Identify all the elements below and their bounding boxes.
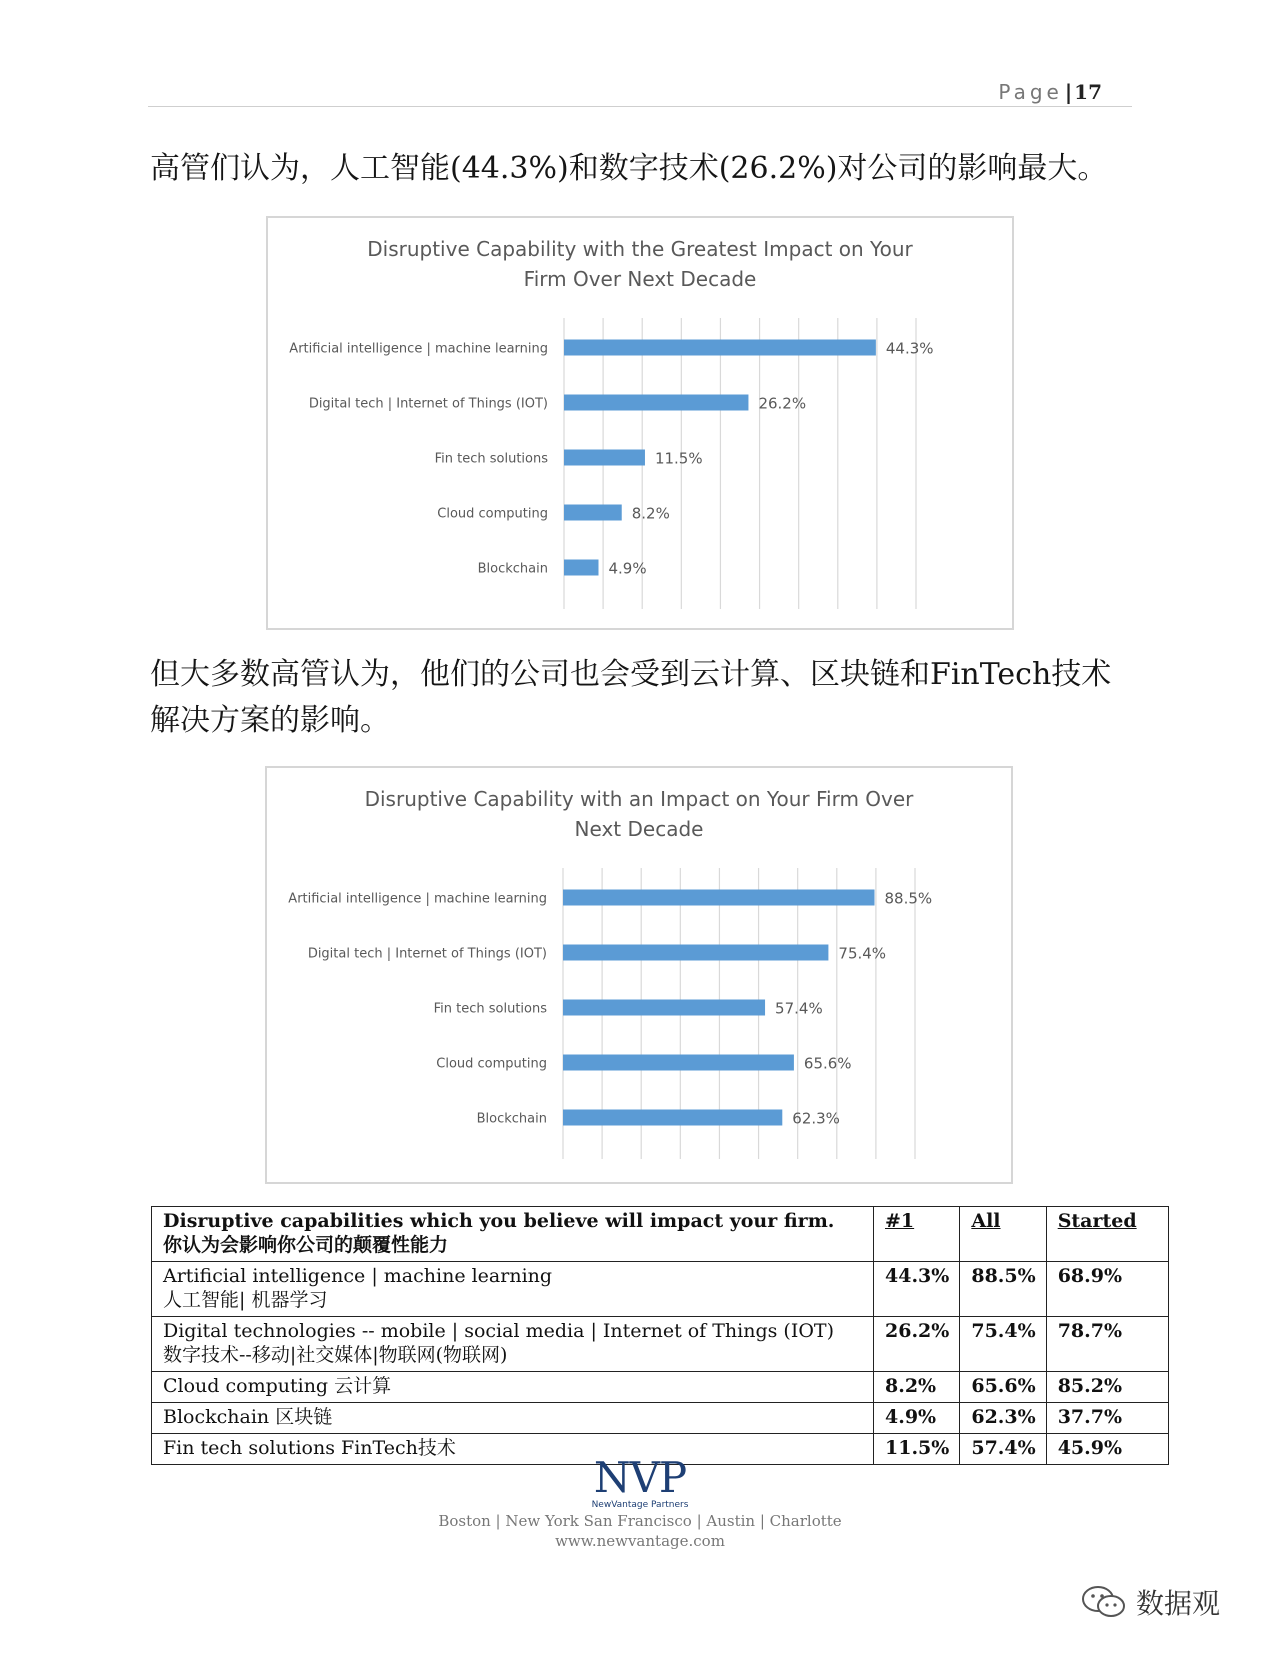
cell-all: 62.3% (960, 1403, 1046, 1434)
watermark-text: 数据观 (1136, 1587, 1221, 1620)
table-row (152, 1403, 1169, 1434)
website-link[interactable]: www.newvantage.com (555, 1532, 725, 1550)
bar (564, 560, 598, 576)
header-capability (152, 1207, 874, 1262)
paragraph-intro: 高管们认为，人工智能(44.3%)和数字技术(26.2%)对公司的影响最大。 (150, 151, 1108, 186)
bar (563, 1055, 794, 1071)
value-label: 44.3% (885, 339, 934, 358)
page-number-label (998, 80, 1102, 104)
cell-all: 65.6% (960, 1372, 1046, 1403)
watermark (1080, 1582, 1220, 1622)
value-label: 11.5% (654, 449, 703, 468)
header-started (1046, 1207, 1168, 1262)
value-label: 75.4% (838, 944, 887, 963)
page-separator: | (1064, 80, 1073, 104)
paragraph-second: 但大多数高管认为，他们的公司也会受到云计算、区块链和FinTech技术解决方案的影响。 (150, 657, 1112, 738)
header-first (874, 1207, 960, 1262)
row-label-en: Digital technologies -- mobile | social media | Internet of Things (IOT) (163, 1320, 835, 1342)
nvp-logo-subtitle: NewVantage Partners (591, 1500, 689, 1510)
bar (564, 450, 645, 466)
table-header-row (152, 1207, 1169, 1262)
cell-first: 11.5% (874, 1434, 960, 1465)
table-row (152, 1372, 1169, 1403)
chart-title-line: Disruptive Capability with an Impact on Your Firm Over (364, 787, 914, 811)
category-label: Blockchain (477, 561, 548, 577)
row-label (152, 1317, 874, 1372)
chart-greatest-impact (266, 216, 1014, 630)
bar (563, 945, 828, 961)
row-label-en: Cloud computing 云计算 (163, 1375, 392, 1397)
row-label-en: Fin tech solutions FinTech技术 (163, 1437, 456, 1459)
cell-first: 4.9% (874, 1403, 960, 1434)
cell-all: 57.4% (960, 1434, 1046, 1465)
page-header (148, 76, 1132, 107)
row-label (152, 1262, 874, 1317)
cell-all: 75.4% (960, 1317, 1046, 1372)
value-label: 57.4% (775, 999, 823, 1018)
value-label: 65.6% (803, 1054, 852, 1073)
bar (563, 1000, 765, 1016)
chart-any-impact (265, 766, 1013, 1184)
header-all (960, 1207, 1046, 1262)
bar (564, 340, 876, 356)
header-capability-en: Disruptive capabilities which you believe will impact your firm. (163, 1210, 835, 1232)
page-number: 17 (1074, 80, 1102, 104)
category-label: Fin tech solutions (434, 451, 548, 467)
cell-started: 45.9% (1046, 1434, 1168, 1465)
value-label: 26.2% (758, 394, 807, 413)
bar (563, 1110, 782, 1126)
category-label: Digital tech | Internet of Things (IOT) (308, 396, 548, 412)
cell-started: 78.7% (1046, 1317, 1168, 1372)
category-label: Artificial intelligence | machine learning (289, 341, 548, 357)
row-label-zh: 数字技术--移动|社交媒体|物联网(物联网) (163, 1344, 508, 1366)
value-label: 62.3% (792, 1109, 840, 1128)
header-capability-zh: 你认为会影响你公司的颠覆性能力 (163, 1234, 449, 1256)
office-locations: Boston | New York San Francisco | Austin | Charlotte (438, 1512, 842, 1530)
table-row (152, 1317, 1169, 1372)
row-label-en: Artificial intelligence | machine learning (163, 1265, 553, 1287)
category-label: Digital tech | Internet of Things (IOT) (307, 946, 547, 962)
table-row (152, 1262, 1169, 1317)
bar (564, 395, 748, 411)
capabilities-table (151, 1206, 1169, 1465)
chart-title-line: Disruptive Capability with the Greatest Impact on Your (367, 237, 913, 261)
cell-started: 37.7% (1046, 1403, 1168, 1434)
row-label (152, 1403, 874, 1434)
value-label: 8.2% (631, 504, 670, 523)
cell-first: 26.2% (874, 1317, 960, 1372)
cell-first: 8.2% (874, 1372, 960, 1403)
category-label: Fin tech solutions (433, 1001, 547, 1017)
row-label-en: Blockchain 区块链 (163, 1406, 333, 1428)
cell-all: 88.5% (960, 1262, 1046, 1317)
category-label: Cloud computing (436, 1056, 547, 1072)
row-label-zh: 人工智能| 机器学习 (163, 1289, 328, 1311)
page-label: Page (998, 80, 1063, 104)
value-label: 4.9% (608, 559, 647, 578)
value-label: 88.5% (884, 889, 933, 908)
chart-title-line: Next Decade (574, 817, 704, 841)
cell-started: 85.2% (1046, 1372, 1168, 1403)
header-started-label: Started (1057, 1210, 1137, 1232)
header-first-label: #1 (885, 1210, 915, 1232)
bar (564, 505, 622, 521)
bar (563, 890, 875, 906)
cell-started: 68.9% (1046, 1262, 1168, 1317)
cell-first: 44.3% (874, 1262, 960, 1317)
nvp-logo: NVP (593, 1453, 687, 1502)
wechat-icon (1080, 1584, 1128, 1620)
row-label (152, 1372, 874, 1403)
category-label: Cloud computing (437, 506, 548, 522)
chart-title-line: Firm Over Next Decade (523, 267, 757, 291)
category-label: Artificial intelligence | machine learning (288, 891, 547, 907)
chart-any-impact-svg (267, 768, 1011, 1182)
category-label: Blockchain (476, 1111, 547, 1127)
header-all-label: All (971, 1210, 1001, 1232)
chart-greatest-impact-svg (268, 218, 1012, 628)
